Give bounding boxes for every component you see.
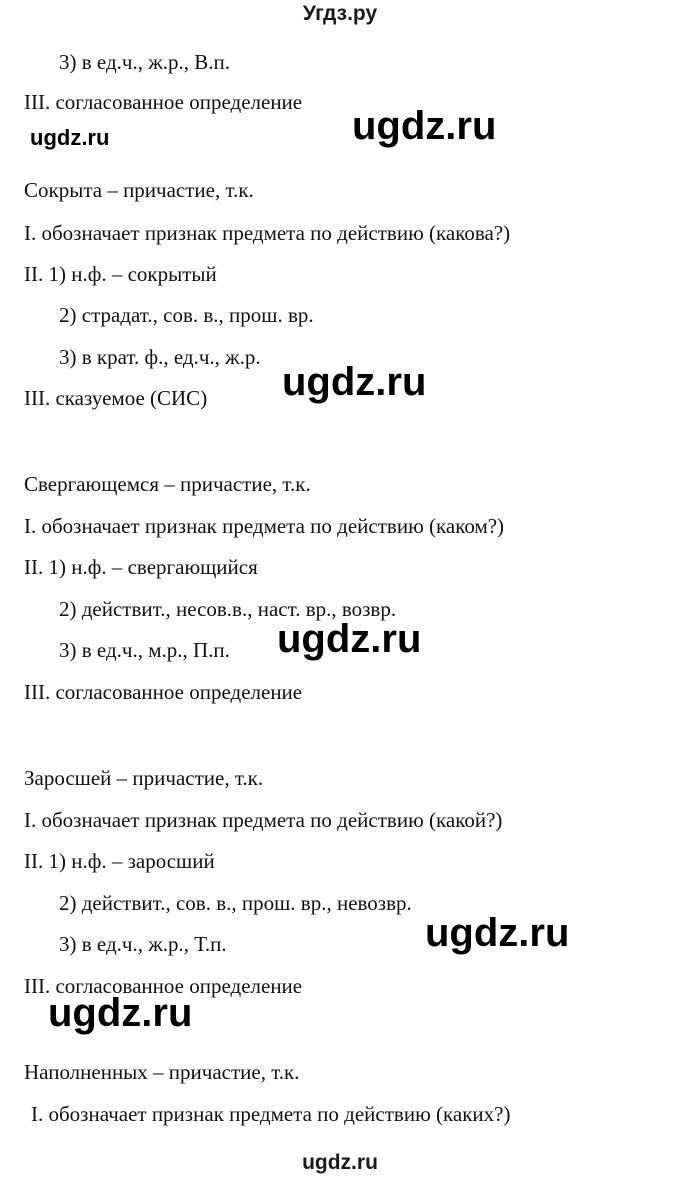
text-line: 3) в крат. ф., ед.ч., ж.р. (59, 345, 261, 369)
text-line: 3) в ед.ч., ж.р., В.п. (59, 50, 230, 74)
text-line: I. обозначает признак предмета по действию (каких?) (31, 1102, 511, 1126)
text-line: II. 1) н.ф. – сокрытый (24, 262, 217, 286)
watermark: ugdz.ru (352, 104, 497, 148)
text-line: I. обозначает признак предмета по действию (какой?) (24, 808, 503, 832)
page-header-site: Угдз.ру (302, 2, 378, 25)
text-line: II. 1) н.ф. – свергающийся (24, 555, 258, 579)
watermark: ugdz.ru (48, 991, 193, 1035)
text-line: III. согласованное определение (24, 680, 303, 704)
text-line: III. согласованное определение (24, 974, 303, 998)
watermark: ugdz.ru (277, 617, 422, 661)
text-line: III. сказуемое (СИС) (24, 386, 208, 410)
text-line: I. обозначает признак предмета по действию (какова?) (24, 221, 511, 245)
text-line: Свергающемся – причастие, т.к. (24, 472, 311, 496)
watermark: ugdz.ru (30, 125, 110, 150)
text-line: Заросшей – причастие, т.к. (24, 766, 264, 790)
text-line: Сокрыта – причастие, т.к. (24, 178, 254, 202)
text-line: 2) действит., несов.в., наст. вр., возвр. (59, 597, 397, 621)
watermark: ugdz.ru (425, 911, 570, 955)
text-line: 2) страдат., сов. в., прош. вр. (59, 303, 314, 327)
text-line: I. обозначает признак предмета по действию (каком?) (24, 514, 505, 538)
text-line: III. согласованное определение (24, 90, 303, 114)
text-line: 3) в ед.ч., ж.р., Т.п. (59, 932, 227, 956)
text-line: 3) в ед.ч., м.р., П.п. (59, 638, 230, 662)
watermark: ugdz.ru (282, 360, 427, 404)
text-line: 2) действит., сов. в., прош. вр., невозвр. (59, 891, 412, 915)
text-line: II. 1) н.ф. – заросший (24, 849, 215, 873)
text-line: Наполненных – причастие, т.к. (24, 1060, 300, 1084)
page-footer-site: ugdz.ru (302, 1151, 378, 1174)
